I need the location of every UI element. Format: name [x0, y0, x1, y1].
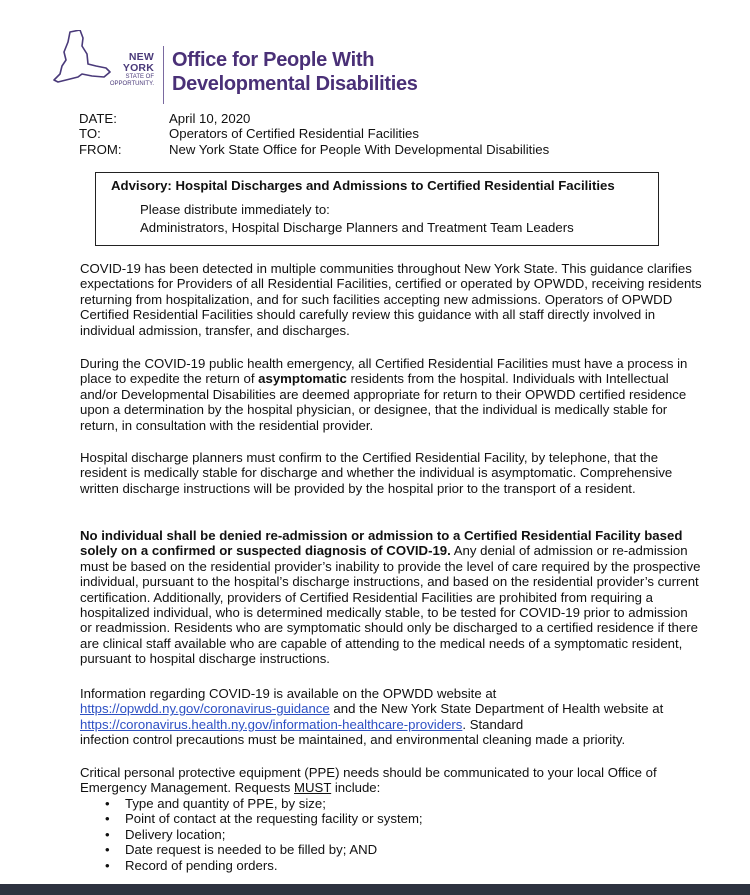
information-part3: . Standard [462, 716, 524, 732]
ppe-part2: include: [331, 780, 381, 796]
paragraph-process-part1: During the COVID-19 public health emergency, all Certified Residential Facilities must have a process in place to expedite the return of [80, 356, 688, 387]
information-part4: infection control precautions must be maintained, and environmental cleaning made a priority. [80, 732, 626, 748]
office-name-line1: Office for People With [172, 49, 375, 71]
list-item [105, 842, 423, 857]
paragraph-intro: COVID-19 has been detected in multiple communities throughout New York State. This guidance clarifies expectations for Providers of all Residential Facilities, certified or operated by OPWDD, receiving residents returning from hospitalization, and for such facilities accepting new admissions. Operators of OPWDD Certified Residential Facilities should carefully review this guidance with all staff directly involved in individual admission, transfer, and discharges. [80, 261, 702, 338]
advisory-box [95, 172, 659, 246]
paragraph-information [80, 686, 702, 748]
information-part2: and the New York State Department of Health website at [329, 701, 664, 717]
must-emphasis: MUST [294, 780, 332, 796]
date-label: DATE: [79, 111, 117, 126]
ny-wordmark-line1: NEW YORK [122, 51, 154, 74]
advisory-recipients: Administrators, Hospital Discharge Planners and Treatment Team Leaders [140, 220, 574, 235]
list-item-text: Delivery location; [125, 826, 226, 842]
memo-to-row [79, 126, 549, 141]
admission-policy-emphasis: No individual shall be denied re-admission or admission to a Certified Residential Facility based solely on a confirmed or suspected diagnosis of COVID-19. [80, 528, 683, 559]
ny-state-wordmark [100, 52, 154, 88]
list-item [105, 811, 423, 826]
logo-divider [163, 46, 164, 104]
ny-wordmark-line3: OPPORTUNITY. [109, 81, 154, 87]
advisory-distribute: Please distribute immediately to: [140, 202, 330, 217]
list-item [105, 858, 423, 873]
paragraph-ppe [80, 765, 702, 796]
list-item-text: Type and quantity of PPE, by size; [125, 796, 326, 811]
bullet-icon: • [105, 796, 110, 811]
paragraph-admission-policy [80, 528, 702, 667]
paragraph-process-part2: residents from the hospital. Individuals with Intellectual and/or Developmental Disabilities are deemed appropriate for return to their OPWDD certified residence upon a determination by the hospital physician, or designee, that the individual is medically stable for return, in consultation with the residential provider. [80, 371, 687, 433]
ppe-part1: Critical personal protective equipment (PPE) needs should be communicated to your local Office of Emergency Management. Requests [80, 765, 657, 796]
to-label: TO: [79, 126, 101, 142]
paragraph-discharge-planners: Hospital discharge planners must confirm to the Certified Residential Facility, by telephone, that the resident is medically stable for discharge and whether the individual is asymptomatic. Comprehensive written discharge instructions will be provided by the hospital prior to the transport of a resident. [80, 450, 673, 496]
from-value: New York State Office for People With Developmental Disabilities [169, 141, 550, 157]
memo-from-row [79, 142, 549, 157]
bullet-icon: • [105, 811, 110, 827]
opwdd-guidance-link[interactable]: https://opwdd.ny.gov/coronavirus-guidance [80, 701, 330, 717]
admission-policy-details: Any denial of admission or re-admission must be based on the residential provider’s inability to provide the level of care required by the prospective individual, pursuant to the hospital’s discharge instructions, and based on the residential provider’s current certification. Additionally, providers of Certified Residential Facilities are prohibited from requiring a hospitalized individual, who is determined medically stable, to be tested for COVID-19 prior to admission or readmission. Residents who are symptomatic should only be discharged to a certified residence if there are clinical staff available who are capable of attending to the medical needs of a symptomatic resident, pursuant to hospital discharge instructions. [80, 543, 701, 667]
list-item [105, 827, 423, 842]
ppe-request-list [105, 796, 423, 873]
ny-wordmark-line2: STATE OF [125, 74, 154, 80]
list-item-text: Date request is needed to be filled by; AND [125, 842, 378, 858]
asymptomatic-emphasis: asymptomatic [258, 371, 347, 387]
advisory-title: Advisory: Hospital Discharges and Admissions to Certified Residential Facilities [111, 178, 615, 193]
date-value: April 10, 2020 [169, 111, 251, 126]
letterhead [52, 22, 652, 102]
bullet-icon: • [105, 842, 110, 858]
memo-date-row [79, 111, 549, 126]
office-name [172, 48, 418, 96]
office-name-line2: Developmental Disabilities [172, 73, 418, 95]
doh-providers-link[interactable]: https://coronavirus.health.ny.gov/information-healthcare-providers [80, 716, 463, 732]
to-value: Operators of Certified Residential Facilities [169, 126, 419, 142]
list-item [105, 796, 423, 811]
bullet-icon: • [105, 826, 110, 842]
bullet-icon: • [105, 857, 110, 873]
list-item-text: Point of contact at the requesting facility or system; [125, 811, 423, 827]
memo-header [79, 111, 549, 157]
list-item-text: Record of pending orders. [125, 857, 278, 873]
information-part1: Information regarding COVID-19 is available on the OPWDD website at [80, 686, 497, 701]
screen-bottom-bar [0, 884, 750, 895]
paragraph-process [80, 356, 702, 433]
from-label: FROM: [79, 141, 122, 157]
